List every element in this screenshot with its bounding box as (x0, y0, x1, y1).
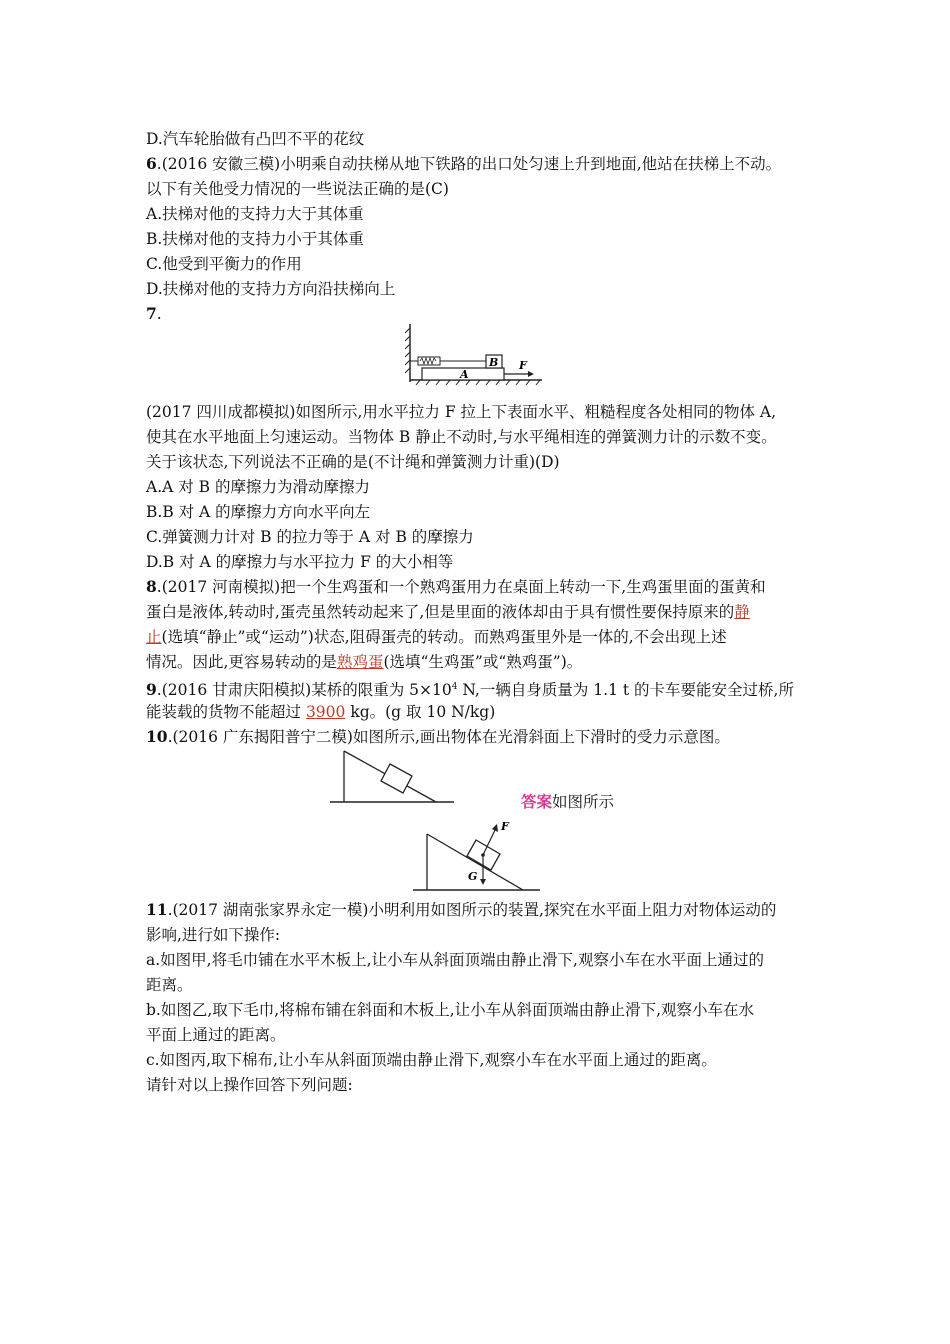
q6-option-c: C.他受到平衡力的作用 (146, 255, 302, 273)
q7-dot: . (156, 305, 162, 323)
q9-stem-text3: 能装载的货物不能超过 (146, 703, 306, 721)
q8-answer1-part2: 止 (146, 628, 162, 646)
q7-option-d: D.B 对 A 的摩擦力与水平拉力 F 的大小相等 (146, 553, 454, 571)
q8-stem-line2 (146, 602, 750, 622)
q5-option-d: D.汽车轮胎做有凸凹不平的花纹 (146, 130, 365, 148)
q7-option-b: B.B 对 A 的摩擦力方向水平向左 (146, 503, 371, 521)
q9-exponent: 4 (451, 682, 458, 692)
q10-stem-text: .(2016 广东揭阳普宁二模)如图所示,画出物体在光滑斜面上下滑时的受力示意图。 (167, 728, 730, 746)
q7-figure (400, 320, 550, 390)
q7-label-b: B (489, 356, 499, 369)
q9-stem-text1: .(2016 甘肃庆阳模拟)某桥的限重为 5×10 (156, 681, 452, 700)
q10-label-f: F (501, 820, 509, 833)
q7-stem-line3: 关于该状态,下列说法不正确的是(不计绳和弹簧测力计重)(D) (146, 453, 560, 471)
q9-answer: 3900 (305, 703, 346, 721)
q10-answer-label: 答案 (521, 792, 553, 811)
q9-stem-text2: N,一辆自身质量为 1.1 t 的卡车要能安全过桥,所 (457, 681, 794, 700)
q8-number: 8 (146, 577, 157, 596)
q8-stem-text3: (选填“静止”或“运动”)状态,阻碍蛋壳的转动。而熟鸡蛋里外是一体的,不会出现上述 (161, 628, 727, 646)
q11-step-b-line1: b.如图乙,取下毛巾,将棉布铺在斜面和木板上,让小车从斜面顶端由静止滑下,观察小车在水 (146, 1001, 755, 1019)
q10-number: 10 (146, 727, 168, 746)
q7-option-c: C.弹簧测力计对 B 的拉力等于 A 对 B 的摩擦力 (146, 528, 474, 546)
q8-stem-line1 (146, 577, 766, 597)
q11-step-a-line1: a.如图甲,将毛巾铺在水平木板上,让小车从斜面顶端由静止滑下,观察小车在水平面上通过的 (146, 951, 764, 969)
q7-stem-line2: 使其在水平地面上匀速运动。当物体 B 静止不动时,与水平绳相连的弹簧测力计的示数不变。 (146, 428, 777, 446)
q8-stem-text5: (选填“生鸡蛋”或“熟鸡蛋”)。 (383, 653, 583, 671)
q8-stem-text1: .(2017 河南模拟)把一个生鸡蛋和一个熟鸡蛋用力在桌面上转动一下,生鸡蛋里面的蛋黄和 (156, 578, 766, 596)
q11-step-c: c.如图丙,取下棉布,让小车从斜面顶端由静止滑下,观察小车在水平面上通过的距离。 (146, 1051, 717, 1069)
q7-number: 7 (146, 304, 157, 323)
q9-stem-line1 (146, 677, 794, 700)
q11-prompt: 请针对以上操作回答下列问题: (146, 1076, 353, 1094)
q8-answer1-part1: 静 (734, 603, 750, 621)
q11-stem-line2: 影响,进行如下操作: (146, 926, 281, 944)
q7-heading (146, 304, 162, 324)
q7-option-a: A.A 对 B 的摩擦力为滑动摩擦力 (146, 478, 370, 496)
q9-stem-line2 (146, 702, 495, 722)
q8-stem-line3 (146, 627, 727, 647)
q8-stem-text4: 情况。因此,更容易转动的是 (146, 653, 337, 671)
q9-stem-text4: kg。(g 取 10 N/kg) (345, 703, 496, 721)
q8-stem-line4 (146, 652, 582, 672)
q11-number: 11 (146, 900, 168, 919)
q8-stem-text2: 蛋白是液体,转动时,蛋壳虽然转动起来了,但是里面的液体却由于具有惯性要保持原来的 (146, 603, 735, 621)
q10-answer (521, 792, 614, 812)
q7-stem-line1: (2017 四川成都模拟)如图所示,用水平拉力 F 拉上下表面水平、粗糙程度各处相同的物体 A, (146, 403, 777, 421)
q6-stem-line1 (146, 154, 781, 174)
q6-option-b: B.扶梯对他的支持力小于其体重 (146, 230, 364, 248)
q6-stem-text1: .(2016 安徽三模)小明乘自动扶梯从地下铁路的出口处匀速上升到地面,他站在扶梯上不动。 (156, 155, 782, 173)
q6-option-d: D.扶梯对他的支持力方向沿扶梯向上 (146, 280, 396, 298)
q8-answer2: 熟鸡蛋 (336, 653, 384, 671)
q10-stem-line1 (146, 727, 730, 747)
q6-option-a: A.扶梯对他的支持力大于其体重 (146, 205, 364, 223)
q9-number: 9 (146, 680, 157, 700)
q6-stem-line2: 以下有关他受力情况的一些说法正确的是(C) (146, 180, 449, 198)
q10-answer-text: 如图所示 (552, 793, 615, 811)
q7-label-a: A (460, 368, 469, 381)
q10-label-g: G (468, 870, 478, 883)
q11-step-b-line2: 平面上通过的距离。 (146, 1026, 286, 1044)
q11-step-a-line2: 距离。 (146, 976, 193, 994)
q11-stem-text1: .(2017 湖南张家界永定一模)小明利用如图所示的装置,探究在水平面上阻力对物体运动的 (167, 901, 777, 919)
q10-question-figure (328, 748, 458, 806)
q10-answer-figure (405, 814, 545, 894)
q11-stem-line1 (146, 900, 776, 920)
q7-label-f: F (519, 359, 527, 372)
q6-number: 6 (146, 154, 157, 173)
